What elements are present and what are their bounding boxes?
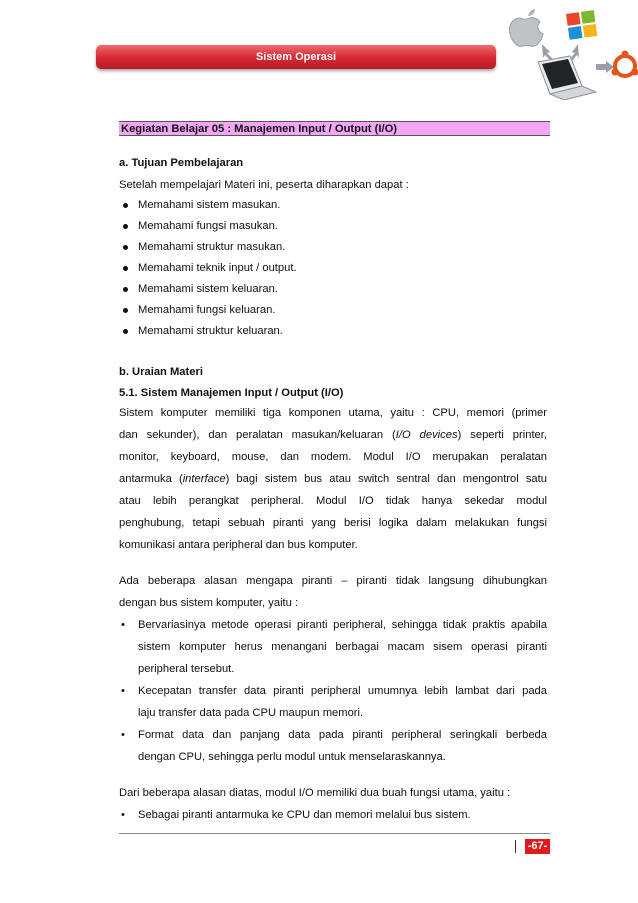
section-5-1-heading: 5.1. Sistem Manajemen Input / Output (I/O) — [119, 387, 344, 399]
objective-item: Memahami fungsi masukan. — [138, 220, 278, 232]
ubuntu-logo-icon — [612, 51, 638, 77]
paragraph-line: antarmuka (interface) bagi sistem bus atau switch sentral dan mengontrol satu — [119, 473, 547, 485]
os-logos-illustration — [498, 0, 638, 100]
bullet-char: • — [121, 729, 125, 741]
footer-rule — [119, 833, 550, 834]
bullet-char: • — [121, 619, 125, 631]
reason-line: Format data dan panjang data pada piranti peripheral seringkali berbeda — [138, 729, 547, 741]
reason-line: sistem komputer herus menangani berbagai macam sisem operasi piranti — [138, 641, 547, 653]
paragraph-line: komunikasi antara peripheral dan bus komputer. — [119, 539, 358, 551]
kegiatan-belajar-heading: Kegiatan Belajar 05 : Manajemen Input / Output (I/O) — [119, 121, 550, 136]
bullet-dot — [123, 245, 128, 250]
objective-item: Memahami struktur keluaran. — [138, 325, 283, 337]
bullet-dot — [123, 266, 128, 271]
reason-line: Kecepatan transfer data piranti peripheral umumnya lebih lambat dari pada — [138, 685, 547, 697]
paragraph-line: monitor, keyboard, mouse, dan modem. Modul I/O merupakan peralatan — [119, 451, 547, 463]
tujuan-heading: a. Tujuan Pembelajaran — [119, 157, 244, 169]
function-line: Sebagai piranti antarmuka ke CPU dan memori melalui bus sistem. — [138, 809, 471, 821]
paragraph-line: Dari beberapa alasan diatas, modul I/O memiliki dua buah fungsi utama, yaitu : — [119, 787, 511, 799]
reason-line: peripheral tersebut. — [138, 663, 235, 675]
bullet-dot — [123, 308, 128, 313]
objective-item: Memahami struktur masukan. — [138, 241, 286, 253]
objective-item: Memahami teknik input / output. — [138, 262, 297, 274]
bullet-dot — [123, 329, 128, 334]
footer-separator — [515, 840, 516, 853]
bullet-dot — [123, 224, 128, 229]
bullet-char: • — [121, 809, 125, 821]
tujuan-intro: Setelah mempelajari Materi ini, peserta diharapkan dapat : — [119, 179, 409, 191]
bullet-dot — [123, 203, 128, 208]
objective-item: Memahami fungsi keluaran. — [138, 304, 276, 316]
reason-line: Bervariasinya metode operasi piranti peripheral, sehingga tidak praktis apabila — [138, 619, 547, 631]
paragraph-line: Ada beberapa alasan mengapa piranti – piranti tidak langsung dihubungkan — [119, 575, 547, 587]
paragraph-line: dan sekunder), dan peralatan masukan/keluaran (I/O devices) seperti printer, — [119, 429, 547, 441]
reason-line: laju transfer data pada CPU maupun memori. — [138, 707, 364, 719]
bullet-char: • — [121, 685, 125, 697]
paragraph-line: atau lebih perangkat peripheral. Modul I/O tidak hanya sekedar modul — [119, 495, 547, 507]
paragraph-line: Sistem komputer memiliki tiga komponen utama, yaitu : CPU, memori (primer — [119, 407, 547, 419]
header-title: Sistem Operasi — [255, 51, 337, 63]
reason-line: dengan CPU, sehingga perlu modul untuk menselaraskannya. — [138, 751, 446, 763]
uraian-heading: b. Uraian Materi — [119, 366, 203, 378]
windows-logo-icon — [566, 10, 597, 40]
paragraph-line: penghubung, tetapi sebuah piranti yang berisi logika dalam melakukan fungsi — [119, 517, 547, 529]
objective-item: Memahami sistem masukan. — [138, 199, 281, 211]
objective-item: Memahami sistem keluaran. — [138, 283, 278, 295]
laptop-icon — [538, 56, 596, 100]
header-title-bar — [96, 45, 496, 69]
bullet-dot — [123, 287, 128, 292]
paragraph-line: dengan bus sistem komputer, yaitu : — [119, 597, 299, 609]
page-number: -67- — [525, 839, 550, 854]
apple-logo-icon — [509, 9, 543, 46]
